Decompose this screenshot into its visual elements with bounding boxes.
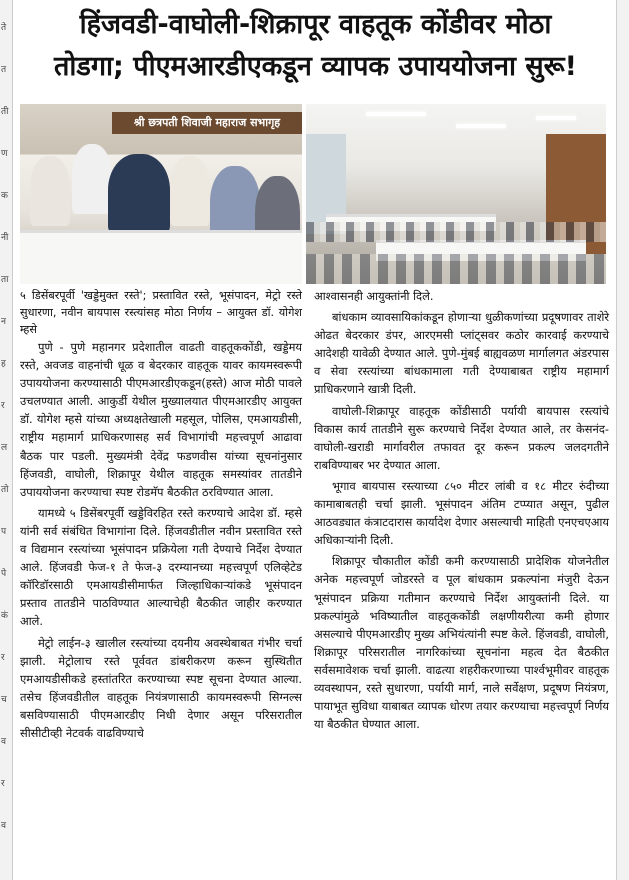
article-paragraph: पुणे - पुणे महानगर प्रदेशातील वाढती वाहतूककोंडी, खड्डेमय रस्ते, अवजड वाहनांची धूळ व बेदरकार वाहतूक यावर कायमस्वरूपी उपाययोजना करण्यासाठी पीएमआरडीएकडून(हस्ते) आज मोठी पावले उचलण्यात आली. आकुर्डी येथील मुख्यालयात पीएमआरडीए आयुक्त डॉ. योगेश म्हसे यांच्या अध्यक्षतेखाली महसूल, पोलिस, एमआयडीसी, राष्ट्रीय महामार्ग प्राधिकरणासह सर्व विभागांची महत्त्वपूर्ण आढावा बैठक पार पडली. मुख्यमंत्री देवेंद्र फडणवीस यांच्या सूचनांनुसार हिंजवडी, वाघोली, शिक्रापूर येथील वाहतूक समस्यांवर तातडीने उपाययोजना करण्याचा स्पष्ट रोडमॅप बैठकीत ठरविण्यात आला. — [20, 340, 302, 499]
photo-caption: ५ डिसेंबरपूर्वी 'खड्डेमुक्त रस्ते'; प्रस्तावित रस्ते, भूसंपादन, मेट्रो रस्ते सुधारणा, नवीन बायपास रस्त्यांसह मोठा निर्णय – आयुक्त डॉ. योगेश म्हसे — [20, 289, 302, 336]
edge-fragment: तो — [1, 485, 9, 495]
edge-fragment: क — [1, 191, 8, 201]
person-figure — [170, 156, 210, 226]
edge-fragment: ल — [1, 443, 8, 453]
edge-fragment: ह — [1, 359, 6, 369]
headline-line-1: हिंजवडी-वाघोली-शिक्रापूर वाहतूक कोंडीवर मोठा — [79, 9, 552, 40]
edge-fragment: कं — [1, 611, 8, 621]
hall-banner: श्री छत्रपती शिवाजी महाराज सभागृह — [112, 112, 302, 134]
person-figure — [30, 156, 70, 226]
person-figure — [72, 144, 112, 214]
article-paragraph: मेट्रो लाईन-३ खालील रस्त्यांच्या दयनीय अवस्थेबाबत गंभीर चर्चा झाली. मेट्रोलाच रस्ते पूर्ववत डांबरीकरण करून सुस्थितीत एमआयडीसीकडे हस्तांतरित करण्याच्या स्पष्ट सूचना देण्यात आल्या. तसेच हिंजवडीतील वाहतूक नियंत्रणासाठी कायमस्वरूपी सिग्नल्स बसविण्यासाठी पीएमआरडीए निधी देणार असून परिसरातील सीसीटीव्ही नेटवर्क वाढविण्याचे — [20, 635, 302, 740]
article-column-right — [314, 287, 609, 733]
edge-fragment: ते — [1, 23, 7, 33]
seated-attendees — [306, 222, 606, 242]
article-paragraph: यामध्ये ५ डिसेंबरपूर्वी खड्डेविरहित रस्ते करण्याचे आदेश डॉ. म्हसे यांनी सर्व संबंधित विभागांना दिले. हिंजवडीतील नवीन प्रस्तावित रस्ते व विद्यमान रस्त्यांच्या भूसंपादन प्रक्रियेला गती देण्याचे निर्देश देण्यात आले. हिंजवडी फेज-१ ते फेज-३ दरम्यानच्या महत्त्वपूर्ण एलिव्हेटेड कॉरिडॉरसाठी एमआयडीसीमार्फत जिल्हाधिकाऱ्यांकडे भूसंपादन प्रस्ताव तातडीने पाठविण्यात आल्याचेही बैठकीत जाहीर करण्यात आले. — [20, 505, 302, 629]
adjacent-column-edge-right — [616, 0, 629, 880]
edge-fragment: प — [1, 527, 7, 537]
ceiling-light — [456, 124, 506, 128]
edge-fragment: र — [1, 401, 5, 411]
ceiling-light — [366, 112, 426, 116]
edge-fragment: व — [1, 737, 7, 747]
adjacent-column-edge-left — [0, 0, 13, 880]
article-paragraph: वाघोली-शिक्रापूर वाहतूक कोंडीसाठी पर्यायी बायपास रस्त्यांचे विकास कार्य तातडीने सुरू करण्याचे निर्देश देण्यात आले, तर केसनंद-वाघोली-खराडी मार्गावरील तफावत दूर करून प्रकल्प जलदगतीने राबविण्याबर भर देण्यात आला. — [314, 403, 609, 472]
edge-fragment: ण — [1, 149, 8, 159]
meeting-photo-right — [306, 104, 606, 284]
article-paragraph: भूगाव बायपास रस्त्याच्या ८५० मीटर लांबी व १८ मीटर रुंदीच्या कामाबाबतही चर्चा झाली. भूसंपादन अंतिम टप्प्यात असून, पुढील आठवड्यात कंत्राटदारास कार्यादेश देणार असल्याची माहिती एनएचएआय अधिकाऱ्यांनी दिली. — [314, 478, 609, 548]
edge-fragment: र — [1, 779, 5, 789]
edge-fragment: व — [1, 821, 7, 831]
conference-table — [20, 230, 302, 284]
edge-fragment: नी — [1, 233, 9, 243]
edge-fragment: न — [1, 317, 6, 327]
headline — [18, 4, 613, 88]
speaker-figure — [108, 154, 170, 234]
meeting-photo-left — [20, 104, 302, 284]
seated-attendees — [306, 254, 606, 284]
edge-fragment: पे — [1, 569, 7, 579]
edge-fragment: ता — [1, 275, 9, 285]
edge-fragment: च — [1, 695, 7, 705]
edge-fragment: ती — [1, 107, 9, 117]
ceiling-light — [536, 116, 576, 120]
article-paragraph: बांधकाम व्यावसायिकांकडून होणाऱ्या धुळीकणांच्या प्रदूषणावर ताशेरे ओढत बेदरकार डंपर, आरएमसी प्लांट्सवर कठोर कारवाई करण्याचे आदेशही यावेळी देण्यात आले. पुणे-मुंबई बाह्यवळण मार्गालगत अंडरपास व सेवा रस्त्यांच्या बांधकामाला गती देण्याबाबत राष्ट्रीय महामार्ग प्राधिकरणाने खात्री दिली. — [314, 310, 609, 397]
edge-fragment: त — [1, 65, 7, 75]
edge-fragment: र — [1, 653, 5, 663]
article-paragraph: शिक्रापूर चौकातील कोंडी कमी करण्यासाठी प्रादेशिक योजनेतील अनेक महत्त्वपूर्ण जोडरस्ते व पूल बांधकाम प्रकल्पांना मंजुरी देऊन भूसंपादन प्रक्रिया गतीमान करण्याचे निर्देश आयुक्तांनी दिले. या प्रकल्पांमुळे भविष्यातील वाहतूककोंडी लक्षणीयरीत्या कमी होणार असल्याचे पीएमआरडीए मुख्य अभियंत्यांनी स्पष्ट केले. हिंजवडी, वाघोली, शिक्रापूर परिसरातील नागरिकांच्या सूचनांना महत्व देत बैठकीत सर्वसमावेशक चर्चा झाली. वाढत्या शहरीकरणाच्या पार्श्वभूमीवर वाहतूक व्यवस्थापन, रस्ते सुधारणा, पर्यायी मार्ग, नाले सर्वेक्षण, प्रदूषण नियंत्रण, पायाभूत सुविधा याबाबत व्यापक धोरण तयार करण्याचा महत्त्वपूर्ण निर्णय या बैठकीत घेण्यात आला. — [314, 554, 609, 732]
article-column-left — [20, 287, 302, 742]
article-paragraph: आश्वासनही आयुक्तांनी दिले. — [314, 289, 434, 303]
headline-line-2: तोडगा; पीएमआरडीएकडून व्यापक उपाययोजना सुरू! — [54, 51, 577, 82]
